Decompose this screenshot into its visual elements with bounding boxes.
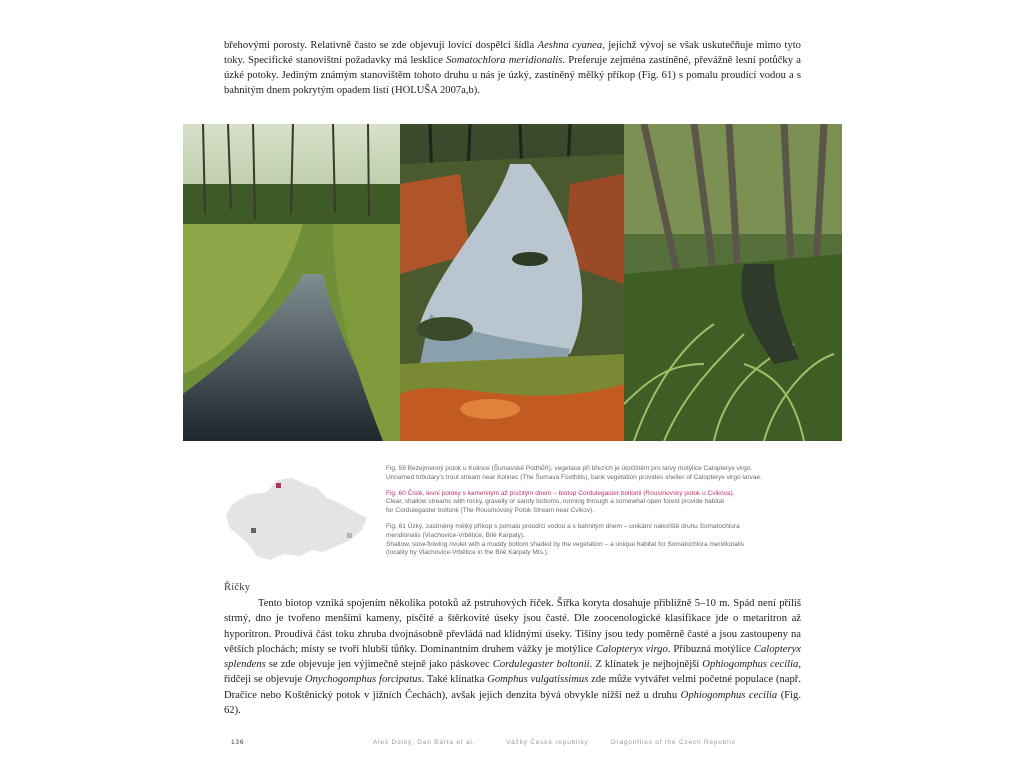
- figure-captions: [386, 465, 806, 565]
- caption-line: meridionalis (Vlachovice-Vrbětice, Bílé Karpaty).: [386, 531, 525, 539]
- czech-republic-map: [222, 470, 372, 565]
- caption-line: Unnamed tributary's trout stream near Kolinec (The Šumava Foothills), bank vegetation provides shelter of Calopteryx virgo larvae.: [386, 473, 762, 481]
- page-number: 136: [231, 739, 245, 746]
- photo-fig59-meadow-stream: [183, 124, 400, 441]
- species-name: Somatochlora meridionalis: [446, 55, 563, 66]
- caption-line: (locality by Vlachovice-Vrbětice in the Bílé Karpaty Mts.).: [386, 549, 549, 557]
- footer-title-cz: Vážky České republiky: [506, 739, 589, 746]
- species-name: Onychogomphus forcipatus: [304, 674, 422, 686]
- species-name: Ophiogomphus cecilia: [702, 659, 799, 671]
- body-paragraph-top: břehovými porosty. Relativně často se zde objevují lovící dospělci šídla Aeshna cyanea, jejichž vývoj se však uskutečňuje mimo tyto toky. Specifické stanovištní požadavky má lesklice Somatochlora meridionalis. Preferuje zejména zastíněné, převážně lesní potůčky a úzké potoky. Jediným známým stanovištěm tohoto druhu u nás je úzký, zastíněný mělký příkop (Fig. 61) s pomalu proudící vodou a s bahnitým dnem pokrytým opadem listí (HOLUŠA 2007a,b).: [224, 40, 801, 96]
- footer-title-en: Dragonflies of the Czech Republic: [611, 739, 736, 746]
- section-heading: Říčky: [224, 582, 251, 593]
- photo-strip: [183, 124, 842, 441]
- caption-fig60: [386, 490, 806, 516]
- caption-line: Fig. 61 Úzký, zastíněný mělký příkop s pomalu proudící vodou a s bahnitým dnem – unikátní naleziště druhu Somatochlora: [386, 522, 740, 530]
- caption-line: Shallow, slow-flowing rivulet with a muddy bottom shaded by the vegetation – a unique habitat for Somatochlora meridionalis: [386, 540, 745, 548]
- body-paragraph-main: [224, 596, 801, 718]
- species-name: Gomphus vulgatissimus: [487, 674, 589, 686]
- species-name: Calopteryx virgo: [595, 643, 668, 655]
- caption-line: Fig. 59 Bezejmenný potok u Kolince (Šumavské Podhůří), vegetace při březích je útočištěm pro larvy motýlice Calopteryx virgo.: [386, 465, 753, 472]
- caption-line: for Cordulegaster boltonii (The Rousínovský Potok Stream near Cvikov).: [386, 507, 595, 515]
- caption-line: Fig. 60 Čisté, lesní potoky s kamenitým až písčitým dnem – biotop Cordulegaster boltonii (Rousínovský potok u Cvikova).: [386, 489, 735, 497]
- footer-authors: Aleš Dolný, Dan Bárta et al.: [373, 739, 476, 746]
- caption-fig61: [386, 523, 806, 558]
- species-name: Ophiogomphus cecilia: [680, 689, 778, 701]
- czech-outline: [226, 478, 367, 560]
- marker-fig61: [347, 533, 352, 538]
- caption-line: Clear, shallow streams with rocky, gravelly or sandy bottoms, running through a somewhat open forest provide habitat: [386, 498, 725, 506]
- caption-fig59: [386, 465, 806, 483]
- species-name: Cordulegaster boltonii: [492, 659, 590, 671]
- photo-fig61-shaded-ditch: [624, 124, 842, 441]
- paragraph-text: Tento biotop vzniká spojením několika potoků až pstruhových říček. Šířka koryta dosahuje přibližně 5–10 m. Spád není příliš strmý, dno je tvořeno menšími kameny, písčité a štěrkovité úseky jsou časté. Dle zoocenologické klasifikace jde o metaritron až hyporitron. Proudivá část toku zhruba dvojnásobně převládá nad klidnými úseky. Tišiny jsou tedy poměrně časté a jsou zastoupeny na větších plochách; místy se tvoří hlubší tůňky. Dominantním druhem vážky je motýlice Calopteryx virgo. Příbuzná motýlice Calopteryx splendens se zde objevuje jen výjimečně stejně jako páskovec Cordulegaster boltonii. Z klínatek je nejhojnější Ophiogomphus cecilia, řidčeji se objevuje Onychogomphus forcipatus. Také klínatka Gomphus vulgatissimus zde může vytvářet velmi početné populace (např. Dračice nebo Koštěnický potok v jižních Čechách), avšak jejich denzita bývá obvykle nižší než u druhu Ophiogomphus cecilia (Fig. 62).: [224, 598, 801, 717]
- marker-fig59: [251, 528, 256, 533]
- marker-fig60: [276, 483, 281, 488]
- species-name: Calopteryx splendens: [224, 643, 801, 671]
- page-footer: [0, 739, 1024, 751]
- species-name: Aeshna cyanea: [537, 40, 603, 51]
- photo-fig60-forest-stream: [400, 124, 624, 441]
